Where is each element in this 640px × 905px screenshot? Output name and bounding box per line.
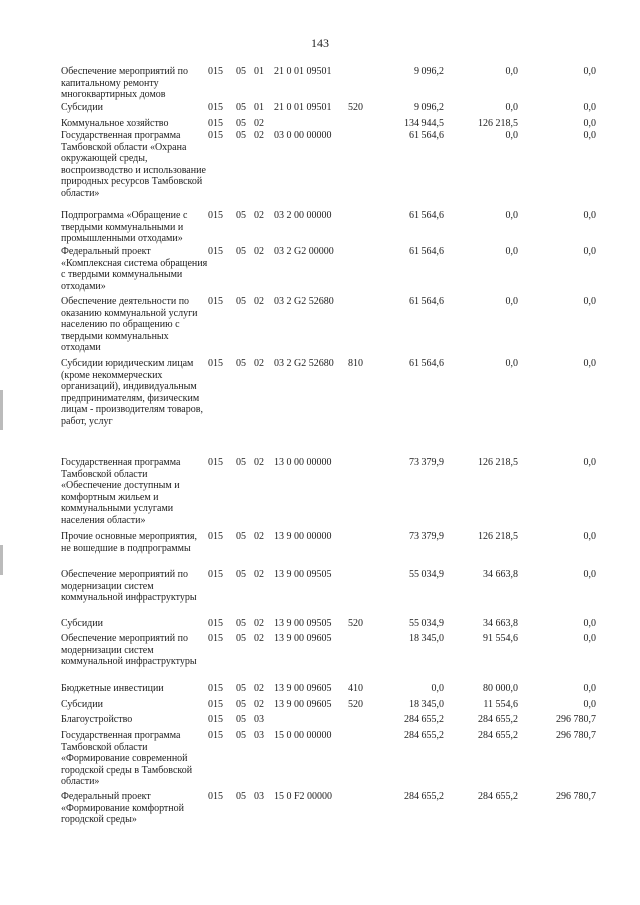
cell-pr: 03 [254,730,264,741]
cell-ved: 015 [208,569,223,580]
cell-v3: 0,0 [583,246,596,257]
cell-csr: 13 0 00 00000 [274,457,332,468]
cell-csr: 03 2 G2 00000 [274,246,334,257]
cell-ved: 015 [208,296,223,307]
cell-pr: 02 [254,246,264,257]
cell-pr: 02 [254,130,264,141]
cell-pr: 03 [254,714,264,725]
cell-csr: 15 0 F2 00000 [274,791,333,802]
cell-v3: 0,0 [583,130,596,141]
cell-v1: 61 564,6 [409,358,444,369]
cell-ved: 015 [208,714,223,725]
cell-v3: 0,0 [583,296,596,307]
cell-ved: 015 [208,699,223,710]
cell-ved: 015 [208,66,223,77]
cell-name: Субсидии [61,699,103,710]
cell-ved: 015 [208,531,223,542]
cell-pr: 02 [254,457,264,468]
cell-name: Федеральный проект «Комплексная система обращения с твердыми коммунальными отходами» [61,246,208,292]
cell-v2: 0,0 [505,102,518,113]
cell-v1: 55 034,9 [409,569,444,580]
cell-v2: 126 218,5 [478,531,518,542]
cell-v3: 0,0 [583,699,596,710]
cell-vr: 520 [348,699,363,710]
cell-ved: 015 [208,358,223,369]
cell-csr: 13 9 00 09605 [274,633,332,644]
cell-csr: 21 0 01 09501 [274,66,332,77]
cell-rz: 05 [236,618,246,629]
cell-v1: 284 655,2 [404,714,444,725]
cell-name: Коммунальное хозяйство [61,118,169,129]
cell-v1: 134 944,5 [404,118,444,129]
cell-ved: 015 [208,130,223,141]
cell-name: Бюджетные инвестиции [61,683,164,694]
cell-v3: 0,0 [583,618,596,629]
cell-rz: 05 [236,296,246,307]
cell-rz: 05 [236,457,246,468]
cell-v2: 126 218,5 [478,457,518,468]
cell-v1: 18 345,0 [409,699,444,710]
cell-v2: 126 218,5 [478,118,518,129]
cell-rz: 05 [236,130,246,141]
cell-v3: 0,0 [583,118,596,129]
cell-v2: 11 554,6 [483,699,518,710]
cell-csr: 13 9 00 09505 [274,618,332,629]
page-number: 143 [311,36,329,50]
cell-csr: 03 2 00 00000 [274,210,332,221]
cell-v2: 284 655,2 [478,730,518,741]
cell-v1: 61 564,6 [409,246,444,257]
cell-v1: 61 564,6 [409,210,444,221]
cell-v3: 0,0 [583,457,596,468]
cell-csr: 03 2 G2 52680 [274,296,334,307]
cell-name: Обеспечение мероприятий по модернизации систем коммунальной инфраструктуры [61,633,197,667]
cell-ved: 015 [208,683,223,694]
cell-vr: 520 [348,618,363,629]
cell-v3: 0,0 [583,569,596,580]
cell-ved: 015 [208,791,223,802]
cell-csr: 03 0 00 00000 [274,130,332,141]
cell-v1: 18 345,0 [409,633,444,644]
cell-csr: 13 9 00 09605 [274,699,332,710]
cell-pr: 02 [254,531,264,542]
cell-v1: 61 564,6 [409,130,444,141]
cell-rz: 05 [236,66,246,77]
cell-name: Благоустройство [61,714,133,725]
cell-v1: 55 034,9 [409,618,444,629]
cell-v3: 0,0 [583,633,596,644]
cell-v2: 34 663,8 [483,569,518,580]
cell-rz: 05 [236,730,246,741]
cell-v3: 0,0 [583,358,596,369]
cell-v3: 0,0 [583,683,596,694]
scan-edge-mark [0,390,3,430]
cell-name: Федеральный проект «Формирование комфортной городской среды» [61,791,185,825]
cell-v2: 0,0 [505,358,518,369]
cell-ved: 015 [208,633,223,644]
cell-v2: 0,0 [505,296,518,307]
cell-v3: 296 780,7 [556,714,596,725]
cell-v3: 296 780,7 [556,730,596,741]
cell-v1: 284 655,2 [404,791,444,802]
cell-ved: 015 [208,210,223,221]
cell-name: Субсидии юридическим лицам (кроме некоммерческих организаций), индивидуальным предпринимателям, физическим лицам - производителям товаров, работ, услуг [61,358,203,427]
cell-name: Обеспечение мероприятий по капитальному ремонту многоквартирных домов [61,66,188,100]
cell-pr: 02 [254,699,264,710]
cell-pr: 02 [254,633,264,644]
cell-rz: 05 [236,683,246,694]
cell-csr: 21 0 01 09501 [274,102,332,113]
cell-rz: 05 [236,246,246,257]
cell-v2: 0,0 [505,210,518,221]
cell-v1: 9 096,2 [414,66,444,77]
cell-rz: 05 [236,358,246,369]
cell-v2: 284 655,2 [478,714,518,725]
cell-v1: 0,0 [431,683,444,694]
cell-csr: 13 9 00 00000 [274,531,332,542]
cell-v1: 284 655,2 [404,730,444,741]
cell-rz: 05 [236,210,246,221]
cell-name: Субсидии [61,618,103,629]
cell-csr: 13 9 00 09605 [274,683,332,694]
cell-ved: 015 [208,118,223,129]
cell-v2: 0,0 [505,246,518,257]
cell-pr: 02 [254,569,264,580]
cell-pr: 01 [254,102,264,113]
cell-ved: 015 [208,730,223,741]
cell-rz: 05 [236,569,246,580]
cell-v1: 73 379,9 [409,531,444,542]
cell-pr: 02 [254,118,264,129]
cell-csr: 03 2 G2 52680 [274,358,334,369]
scan-edge-mark [0,545,3,575]
cell-csr: 15 0 00 00000 [274,730,332,741]
cell-name: Субсидии [61,102,103,113]
cell-v3: 296 780,7 [556,791,596,802]
cell-pr: 02 [254,683,264,694]
cell-v2: 80 000,0 [483,683,518,694]
cell-rz: 05 [236,633,246,644]
cell-ved: 015 [208,618,223,629]
cell-name: Государственная программа Тамбовской области «Формирование современной городской среды в Тамбовской области» [61,730,193,787]
cell-v3: 0,0 [583,102,596,113]
cell-name: Обеспечение деятельности по оказанию коммунальной услуги населению по обращению с твердыми коммунальных отходами [61,296,198,353]
cell-pr: 02 [254,618,264,629]
cell-pr: 03 [254,791,264,802]
cell-rz: 05 [236,118,246,129]
cell-name: Государственная программа Тамбовской области «Охрана окружающей среды, воспроизводство и использование природных ресурсов Тамбовской области» [61,130,206,199]
cell-name: Прочие основные мероприятия, не вошедшие в подпрограммы [61,531,197,554]
cell-csr: 13 9 00 09505 [274,569,332,580]
cell-name: Обеспечение мероприятий по модернизации систем коммунальной инфраструктуры [61,569,197,603]
cell-pr: 02 [254,210,264,221]
cell-v2: 91 554,6 [483,633,518,644]
cell-v2: 0,0 [505,66,518,77]
cell-rz: 05 [236,714,246,725]
cell-v3: 0,0 [583,210,596,221]
cell-ved: 015 [208,457,223,468]
cell-rz: 05 [236,699,246,710]
cell-name: Государственная программа Тамбовской области «Обеспечение доступным и комфортным жильем и коммунальными услугами населения области» [61,457,181,526]
cell-v1: 73 379,9 [409,457,444,468]
cell-ved: 015 [208,246,223,257]
cell-vr: 520 [348,102,363,113]
cell-pr: 02 [254,296,264,307]
cell-v1: 9 096,2 [414,102,444,113]
cell-v3: 0,0 [583,531,596,542]
cell-name: Подпрограмма «Обращение с твердыми коммунальными и промышленными отходами» [61,210,188,244]
cell-rz: 05 [236,791,246,802]
cell-pr: 02 [254,358,264,369]
cell-v2: 0,0 [505,130,518,141]
cell-vr: 410 [348,683,363,694]
cell-v2: 34 663,8 [483,618,518,629]
cell-pr: 01 [254,66,264,77]
cell-rz: 05 [236,102,246,113]
cell-ved: 015 [208,102,223,113]
cell-vr: 810 [348,358,363,369]
cell-v3: 0,0 [583,66,596,77]
cell-v2: 284 655,2 [478,791,518,802]
cell-rz: 05 [236,531,246,542]
cell-v1: 61 564,6 [409,296,444,307]
